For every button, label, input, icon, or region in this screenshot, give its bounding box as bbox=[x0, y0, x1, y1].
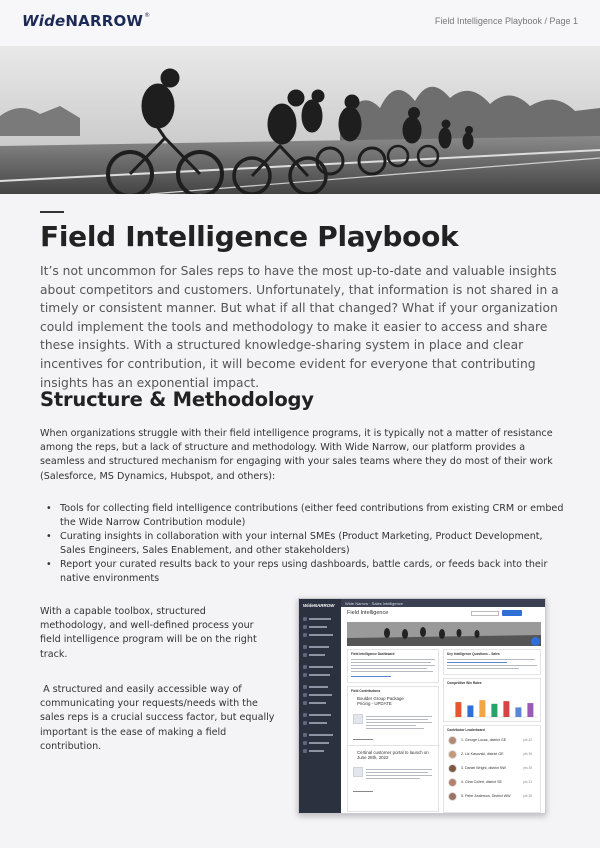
section-heading: Structure & Methodology bbox=[40, 388, 314, 411]
leaderboard-name: 4. Gina Collett, district SE bbox=[461, 780, 502, 784]
app-logo: WideNARROW bbox=[303, 603, 335, 608]
leaderboard-name: 3. Daniel Wright, district NW bbox=[461, 766, 506, 770]
chart-bar bbox=[467, 705, 473, 717]
app-nav-item bbox=[303, 693, 337, 697]
leaderboard-row bbox=[448, 764, 534, 774]
user-avatar bbox=[448, 778, 457, 787]
product-screenshot bbox=[298, 598, 546, 814]
app-new-button bbox=[502, 610, 522, 616]
user-avatar bbox=[448, 736, 457, 745]
app-nav-item bbox=[303, 741, 337, 745]
chart-bar bbox=[479, 700, 485, 717]
chart-bar bbox=[491, 704, 497, 717]
app-card-title: Field Intelligence Dashboard bbox=[351, 652, 395, 656]
app-page-title: Field Intelligence bbox=[347, 610, 389, 616]
app-card-questions bbox=[443, 649, 541, 675]
app-sidebar bbox=[299, 599, 341, 813]
chart-bar bbox=[527, 703, 533, 717]
app-fab-button bbox=[531, 637, 540, 646]
side-paragraph: With a capable toolbox, structured methodology, and well-defined process your field intelligence program will be on the right track. bbox=[40, 606, 257, 660]
app-nav-item bbox=[303, 749, 337, 753]
app-search-input bbox=[471, 611, 499, 616]
bullet-item: • Curating insights in collaboration with your internal SMEs (Product Marketing, Product Development, Sales Engineers, Sales Enablement, and other stakeholders) bbox=[46, 530, 566, 557]
leaderboard-row bbox=[448, 750, 534, 760]
app-card-playbook bbox=[347, 649, 439, 683]
feed-post-title: Boulder Group Package Pricing - UPDATE bbox=[357, 696, 404, 706]
leaderboard-name: 5. Peter Anderson, District WW bbox=[461, 794, 511, 798]
user-avatar bbox=[448, 764, 457, 773]
bullet-item: • Tools for collecting field intelligence contributions (either feed contributions from existing CRM or embed the Wide Narrow Contribution module) bbox=[46, 502, 566, 529]
wide-narrow-logo: WideNARROW® bbox=[22, 12, 151, 30]
app-nav-item bbox=[303, 733, 337, 737]
app-nav-item bbox=[303, 713, 337, 717]
app-bar-chart bbox=[445, 687, 541, 721]
app-nav-item bbox=[303, 617, 337, 621]
leaderboard-points: pts 42 bbox=[523, 738, 532, 742]
feed-post-title: Certinal customer portal to launch on June 28th, 2022 bbox=[357, 750, 429, 760]
app-nav-item bbox=[303, 653, 337, 657]
user-avatar bbox=[448, 750, 457, 759]
app-nav-item bbox=[303, 633, 337, 637]
app-nav-item bbox=[303, 625, 337, 629]
page-header bbox=[0, 0, 600, 46]
app-card-title: Field Contributions bbox=[351, 689, 381, 693]
app-topbar bbox=[341, 599, 546, 607]
chart-bar bbox=[515, 707, 521, 717]
leaderboard-points: pts 28 bbox=[523, 794, 532, 798]
feed-post-avatar bbox=[353, 714, 363, 724]
app-card-leaderboard bbox=[443, 725, 541, 813]
document-title: Field Intelligence Playbook bbox=[40, 220, 459, 253]
bullet-list bbox=[46, 502, 566, 587]
feed-post-avatar bbox=[353, 767, 363, 777]
leaderboard-row bbox=[448, 778, 534, 788]
app-nav-item bbox=[303, 685, 337, 689]
chart-bar bbox=[455, 702, 461, 717]
page-label: Field Intelligence Playbook / Page 1 bbox=[434, 16, 578, 26]
app-card-chart bbox=[443, 678, 541, 722]
leaderboard-row bbox=[448, 792, 534, 802]
leaderboard-name: 2. Liz Kasovski, district GE bbox=[461, 752, 504, 756]
bullet-item: • Report your curated results back to your reps using dashboards, battle cards, or feeds back into their native environments bbox=[46, 558, 566, 585]
section-paragraph: When organizations struggle with their field intelligence programs, it is typically not a matter of resistance among the reps, but a lack of structure and methodology. With Wide Narrow, our platform provides a seamless and structured mechanism for engaging with your sales teams where they do most of their work (Salesforce, MS Dynamics, Hubspot, and others): bbox=[40, 428, 553, 482]
app-nav-item bbox=[303, 673, 337, 677]
leaderboard-row bbox=[448, 736, 534, 746]
app-nav-item bbox=[303, 665, 337, 669]
app-card-title: Contributor Leaderboard bbox=[447, 728, 485, 732]
intro-paragraph: It’s not uncommon for Sales reps to have the most up-to-date and valuable insights about competitors and customers. Unfortunately, that information is not shared in a timely or consistent manner. But what if all that changed? What if your organization could implement the tools and methodology to make it easier to access and share these insights. With a structured knowledge-sharing system in place and clear incentives for contribution, it will become evident for everyone that contributing insights has an exponential impact. bbox=[40, 264, 559, 390]
app-nav-item bbox=[303, 645, 337, 649]
title-rule bbox=[40, 211, 64, 213]
app-card-title: Competitive Win Rates bbox=[447, 681, 482, 685]
chart-bar bbox=[503, 701, 509, 717]
side-paragraph: A structured and easily accessible way of communicating your requests/needs with the sales reps is a crucial success factor, but equally important is the ease of making a field contribution. bbox=[40, 684, 278, 752]
app-card-title: Key Intelligence Questions – Sales bbox=[447, 652, 500, 656]
leaderboard-points: pts 39 bbox=[523, 752, 532, 756]
app-banner-image bbox=[347, 622, 541, 646]
app-card-feed bbox=[347, 686, 439, 812]
hero-cyclists-image bbox=[0, 46, 600, 194]
user-avatar bbox=[448, 792, 457, 801]
leaderboard-name: 1. George Lucas, district GE bbox=[461, 738, 507, 742]
app-topbar-title: Wide Narrow · Sales Intelligence bbox=[345, 600, 404, 606]
leaderboard-points: pts 31 bbox=[523, 780, 532, 784]
app-nav-item bbox=[303, 721, 337, 725]
app-nav-item bbox=[303, 701, 337, 705]
leaderboard-points: pts 35 bbox=[523, 766, 532, 770]
